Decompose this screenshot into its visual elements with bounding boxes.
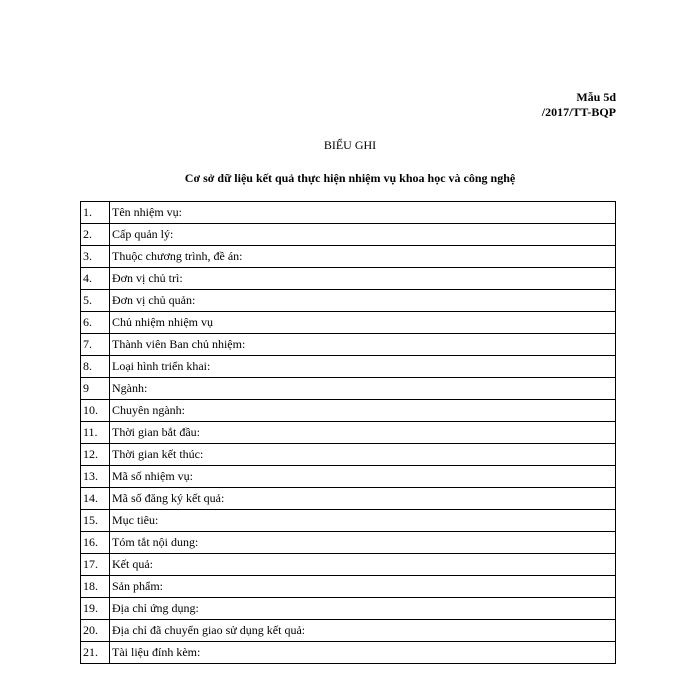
field-number: 6. [81, 312, 110, 334]
field-number: 12. [81, 444, 110, 466]
field-number: 17. [81, 554, 110, 576]
field-number: 8. [81, 356, 110, 378]
field-label[interactable]: Thuộc chương trình, đề án: [110, 246, 616, 268]
field-label[interactable]: Đơn vị chủ trì: [110, 268, 616, 290]
field-row [81, 554, 616, 576]
field-label[interactable]: Mục tiêu: [110, 510, 616, 532]
field-label[interactable]: Sản phẩm: [110, 576, 616, 598]
form-title: BIỂU GHI [323, 138, 377, 152]
field-label[interactable]: Đơn vị chủ quản: [110, 290, 616, 312]
field-label[interactable]: Chuyên ngành: [110, 400, 616, 422]
field-row [81, 246, 616, 268]
field-label[interactable]: Tài liệu đính kèm: [110, 642, 616, 664]
field-number: 1. [81, 202, 110, 224]
field-number: 7. [81, 334, 110, 356]
field-row [81, 334, 616, 356]
field-row [81, 488, 616, 510]
field-number: 18. [81, 576, 110, 598]
fields-table-body [81, 202, 616, 664]
field-row [81, 422, 616, 444]
field-row [81, 444, 616, 466]
field-row [81, 356, 616, 378]
field-label[interactable]: Thành viên Ban chủ nhiệm: [110, 334, 616, 356]
field-number: 20. [81, 620, 110, 642]
field-row [81, 620, 616, 642]
field-row [81, 378, 616, 400]
field-number: 2. [81, 224, 110, 246]
field-row [81, 400, 616, 422]
field-label[interactable]: Cấp quản lý: [110, 224, 616, 246]
field-label[interactable]: Kết quả: [110, 554, 616, 576]
field-number: 19. [81, 598, 110, 620]
field-label[interactable]: Chủ nhiệm nhiệm vụ [110, 312, 616, 334]
field-row [81, 290, 616, 312]
field-number: 14. [81, 488, 110, 510]
field-number: 21. [81, 642, 110, 664]
field-row [81, 532, 616, 554]
field-label[interactable]: Địa chỉ ứng dụng: [110, 598, 616, 620]
field-row [81, 224, 616, 246]
field-label[interactable]: Địa chỉ đã chuyển giao sử dụng kết quả: [110, 620, 616, 642]
field-row [81, 268, 616, 290]
form-code-number: Mẫu 5d [576, 90, 616, 104]
field-label[interactable]: Mã số đăng ký kết quả: [110, 488, 616, 510]
field-number: 16. [81, 532, 110, 554]
field-label[interactable]: Ngành: [110, 378, 616, 400]
form-code [542, 90, 616, 120]
form-code-circular: /2017/TT-BQP [541, 105, 616, 119]
field-label[interactable]: Tóm tắt nội dung: [110, 532, 616, 554]
form-subtitle: Cơ sở dữ liệu kết quả thực hiện nhiệm vụ khoa học và công nghệ [184, 171, 516, 185]
field-label[interactable]: Mã số nhiệm vụ: [110, 466, 616, 488]
field-label[interactable]: Tên nhiệm vụ: [110, 202, 616, 224]
field-row [81, 202, 616, 224]
field-label[interactable]: Loại hình triển khai: [110, 356, 616, 378]
field-label[interactable]: Thời gian kết thúc: [110, 444, 616, 466]
field-number: 9 [81, 378, 110, 400]
fields-table [80, 201, 616, 664]
field-row [81, 598, 616, 620]
field-number: 11. [81, 422, 110, 444]
field-row [81, 642, 616, 664]
field-number: 5. [81, 290, 110, 312]
field-number: 13. [81, 466, 110, 488]
field-row [81, 510, 616, 532]
field-row [81, 576, 616, 598]
field-label[interactable]: Thời gian bắt đầu: [110, 422, 616, 444]
field-number: 3. [81, 246, 110, 268]
field-number: 10. [81, 400, 110, 422]
field-number: 15. [81, 510, 110, 532]
field-number: 4. [81, 268, 110, 290]
field-row [81, 312, 616, 334]
field-row [81, 466, 616, 488]
